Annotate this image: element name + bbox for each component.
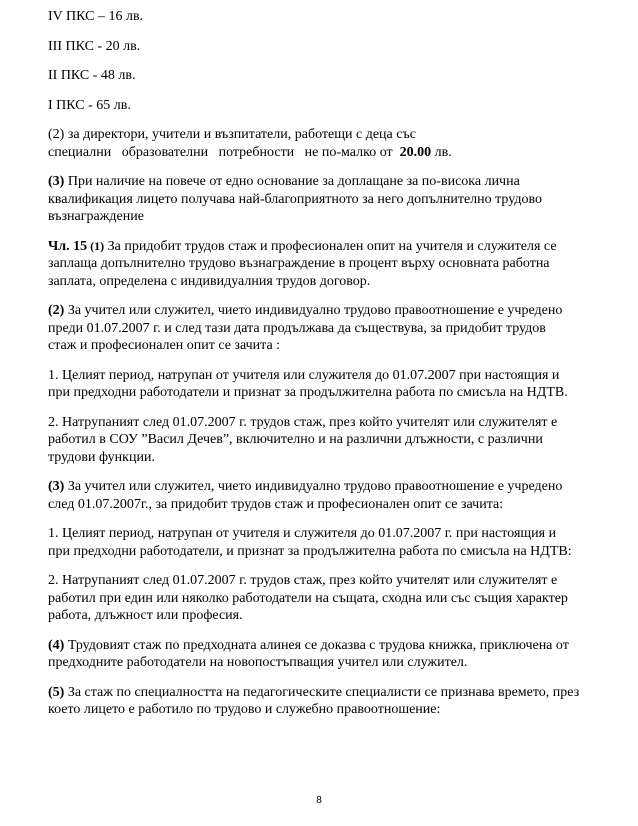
item2a-line3: трудови функции.	[48, 449, 155, 465]
art15-p1-number: (1)	[87, 238, 105, 253]
item2a-line2: работил в СОУ ”Васил Дечев”, включително и на различни длъжности, с различни	[48, 432, 543, 447]
para3-number: (3)	[48, 174, 65, 189]
para3-line2: квалификация лицето получава най-благоприятното за него допълнително трудово	[48, 191, 542, 207]
item2b-line1: 2. Натрупаният след 01.07.2007 г. трудов стаж, през който учителят или служителят е	[48, 573, 558, 588]
art15p4-line1	[48, 637, 608, 655]
article-15-paragraph-2	[48, 302, 608, 355]
art15-p3-number: (3)	[48, 479, 65, 494]
item1a-line1: 1. Целият период, натрупан от учителя или служителя до 01.07.2007 при настоящия и	[48, 367, 560, 383]
art15p5-line1-text: За стаж по специалността на педагогическите специалисти се признава времето, през	[64, 684, 580, 700]
document-page	[48, 8, 608, 731]
art15p2-line1	[48, 302, 608, 320]
art15-p5-number: (5)	[48, 684, 65, 700]
para2-amount: 20.00	[399, 144, 432, 160]
art15p3-line1-text: За учител или служител, чието индивидуално трудово правоотношение е учредено	[64, 479, 563, 494]
article-15-paragraph-4	[48, 637, 608, 672]
art15p2-line3: стаж и професионален опит се зачита :	[48, 338, 281, 353]
pks-i-text: I ПКС - 65 лв.	[48, 97, 131, 113]
paragraph-3-qualification	[48, 173, 608, 226]
para2-line2-b: лв.	[431, 144, 452, 160]
art15p4-line2: предходните работодатели на новопостъпващия учител или служител.	[48, 655, 468, 670]
para3-line3: възнаграждение	[48, 209, 144, 224]
article-15-paragraph-1	[48, 238, 608, 291]
item2b-line3: работа, длъжност или професия.	[48, 608, 243, 623]
art15p2-line1-text: За учител или служител, чието индивидуално трудово правоотношение е учредено	[64, 303, 563, 318]
art15p5-line1	[48, 684, 608, 702]
pks-iii-text: III ПКС - 20 лв.	[48, 38, 141, 54]
para2-line1: (2) за директори, учители и възпитатели, работещи с деца със	[48, 127, 416, 142]
item-1-before-2007	[48, 367, 608, 402]
item1b-line1: 1. Целият период, натрупан от учителя и служителя до 01.07.2007 г. при настоящия и	[48, 526, 557, 541]
art15p4-line1-text: Трудовият стаж по предходната алинея се доказва с трудова книжка, приключена от	[64, 637, 569, 653]
item2b-line2: работил при един или няколко работодатели на същата, сходна или със същия характер	[48, 590, 568, 606]
art15-line3: заплата, определена с индивидуалния трудов договор.	[48, 273, 371, 289]
paragraph-2-directors	[48, 126, 608, 161]
para2-line2	[48, 144, 608, 162]
item-2-before-2007	[48, 414, 608, 467]
art15-p4-number: (4)	[48, 637, 65, 653]
item1a-line2: при предходни работодатели и признат за продължителна работа по смисъла на НДТВ.	[48, 385, 568, 400]
art15p3-line1	[48, 478, 608, 496]
article-15-label: Чл. 15	[48, 238, 88, 254]
item-1-after-2007	[48, 525, 608, 560]
page-number: 8	[316, 795, 322, 806]
art15p3-line2: след 01.07.2007г., за придобит трудов стаж и професионален опит се зачита:	[48, 496, 504, 512]
art15p2-line2: преди 01.07.2007 г. и след тази дата продължава да съществува, за придобит трудов	[48, 320, 546, 336]
art15-p2-number: (2)	[48, 303, 65, 318]
para3-line1	[48, 173, 608, 191]
pks-iv	[48, 8, 608, 26]
article-15-paragraph-3	[48, 478, 608, 513]
para2-line2-a: специални образователни потребности не по-малко от	[48, 144, 400, 160]
pks-iv-text: IV ПКС – 16 лв.	[48, 9, 144, 24]
pks-i	[48, 97, 608, 115]
item2a-line1: 2. Натрупаният след 01.07.2007 г. трудов стаж, през който учителят или служителят е	[48, 414, 558, 430]
item-2-after-2007	[48, 572, 608, 625]
pks-iii	[48, 38, 608, 56]
article-15-paragraph-5	[48, 684, 608, 719]
art15-line1-text: За придобит трудов стаж и професионален опит на учителя и служителя се	[104, 238, 557, 254]
pks-ii-text: II ПКС - 48 лв.	[48, 68, 136, 83]
para3-line1-text: При наличие на повече от едно основание за доплащане за по-висока лична	[64, 174, 520, 189]
item1b-line2: при предходни работодатели, и признат за продължителна работа по смисъла на НДТВ:	[48, 543, 572, 559]
art15-line2: заплаща допълнително трудово възнаграждение в процент върху основната работна	[48, 256, 550, 271]
art15-line1	[48, 238, 608, 256]
art15p5-line2: което лицето е работило по трудово и служебно правоотношение:	[48, 702, 441, 717]
pks-ii	[48, 67, 608, 85]
